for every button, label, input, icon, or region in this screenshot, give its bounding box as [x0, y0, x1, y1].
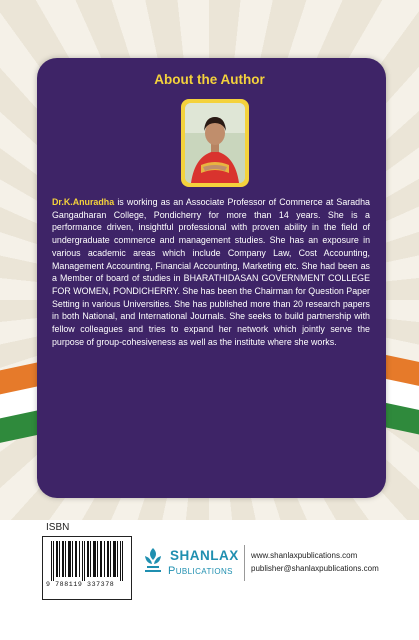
- publisher-email[interactable]: publisher@shanlaxpublications.com: [251, 564, 379, 573]
- barcode: [42, 536, 132, 600]
- isbn-label: ISBN: [46, 522, 70, 533]
- author-photo: [185, 103, 245, 183]
- barcode-bars-icon: [43, 537, 131, 583]
- publisher-name: SHANLAX: [170, 548, 239, 563]
- publisher-subtitle: Publications: [168, 565, 233, 577]
- publisher-website[interactable]: www.shanlaxpublications.com: [251, 551, 358, 560]
- author-photo-frame: [181, 99, 249, 187]
- author-name: Dr.K.Anuradha: [52, 197, 115, 207]
- section-title: About the Author: [154, 72, 265, 87]
- author-bio: [52, 196, 370, 348]
- footer-divider: [244, 545, 245, 581]
- shanlax-logo-icon: [141, 546, 165, 578]
- bio-text: is working as an Associate Professor of Commerce at Saradha Gangadharan College, Pondicherry for more than 14 years. She is a performance driven, insightful professional with proven ability in the field of undergraduate commerce and management studies. She has an exposure in various academic areas which include Company Law, Cost Accounting, Management Accounting, Financial Accounting, Marketing etc. She had been as a Member of board of studies in BHARATHIDASAN GOVERNMENT COLLEGE FOR WOMEN, PONDICHERRY. She has been the Chairman for Question Paper Setting in various Universities. She has published more than 20 research papers in both National, and International Journals. She seeks to build partnership with fellow colleagues and tries to expand her network which jointly serve the purpose of group-cohesiveness as well as the institute where she works.: [52, 197, 370, 347]
- barcode-number: 9 788119 337378: [46, 581, 115, 588]
